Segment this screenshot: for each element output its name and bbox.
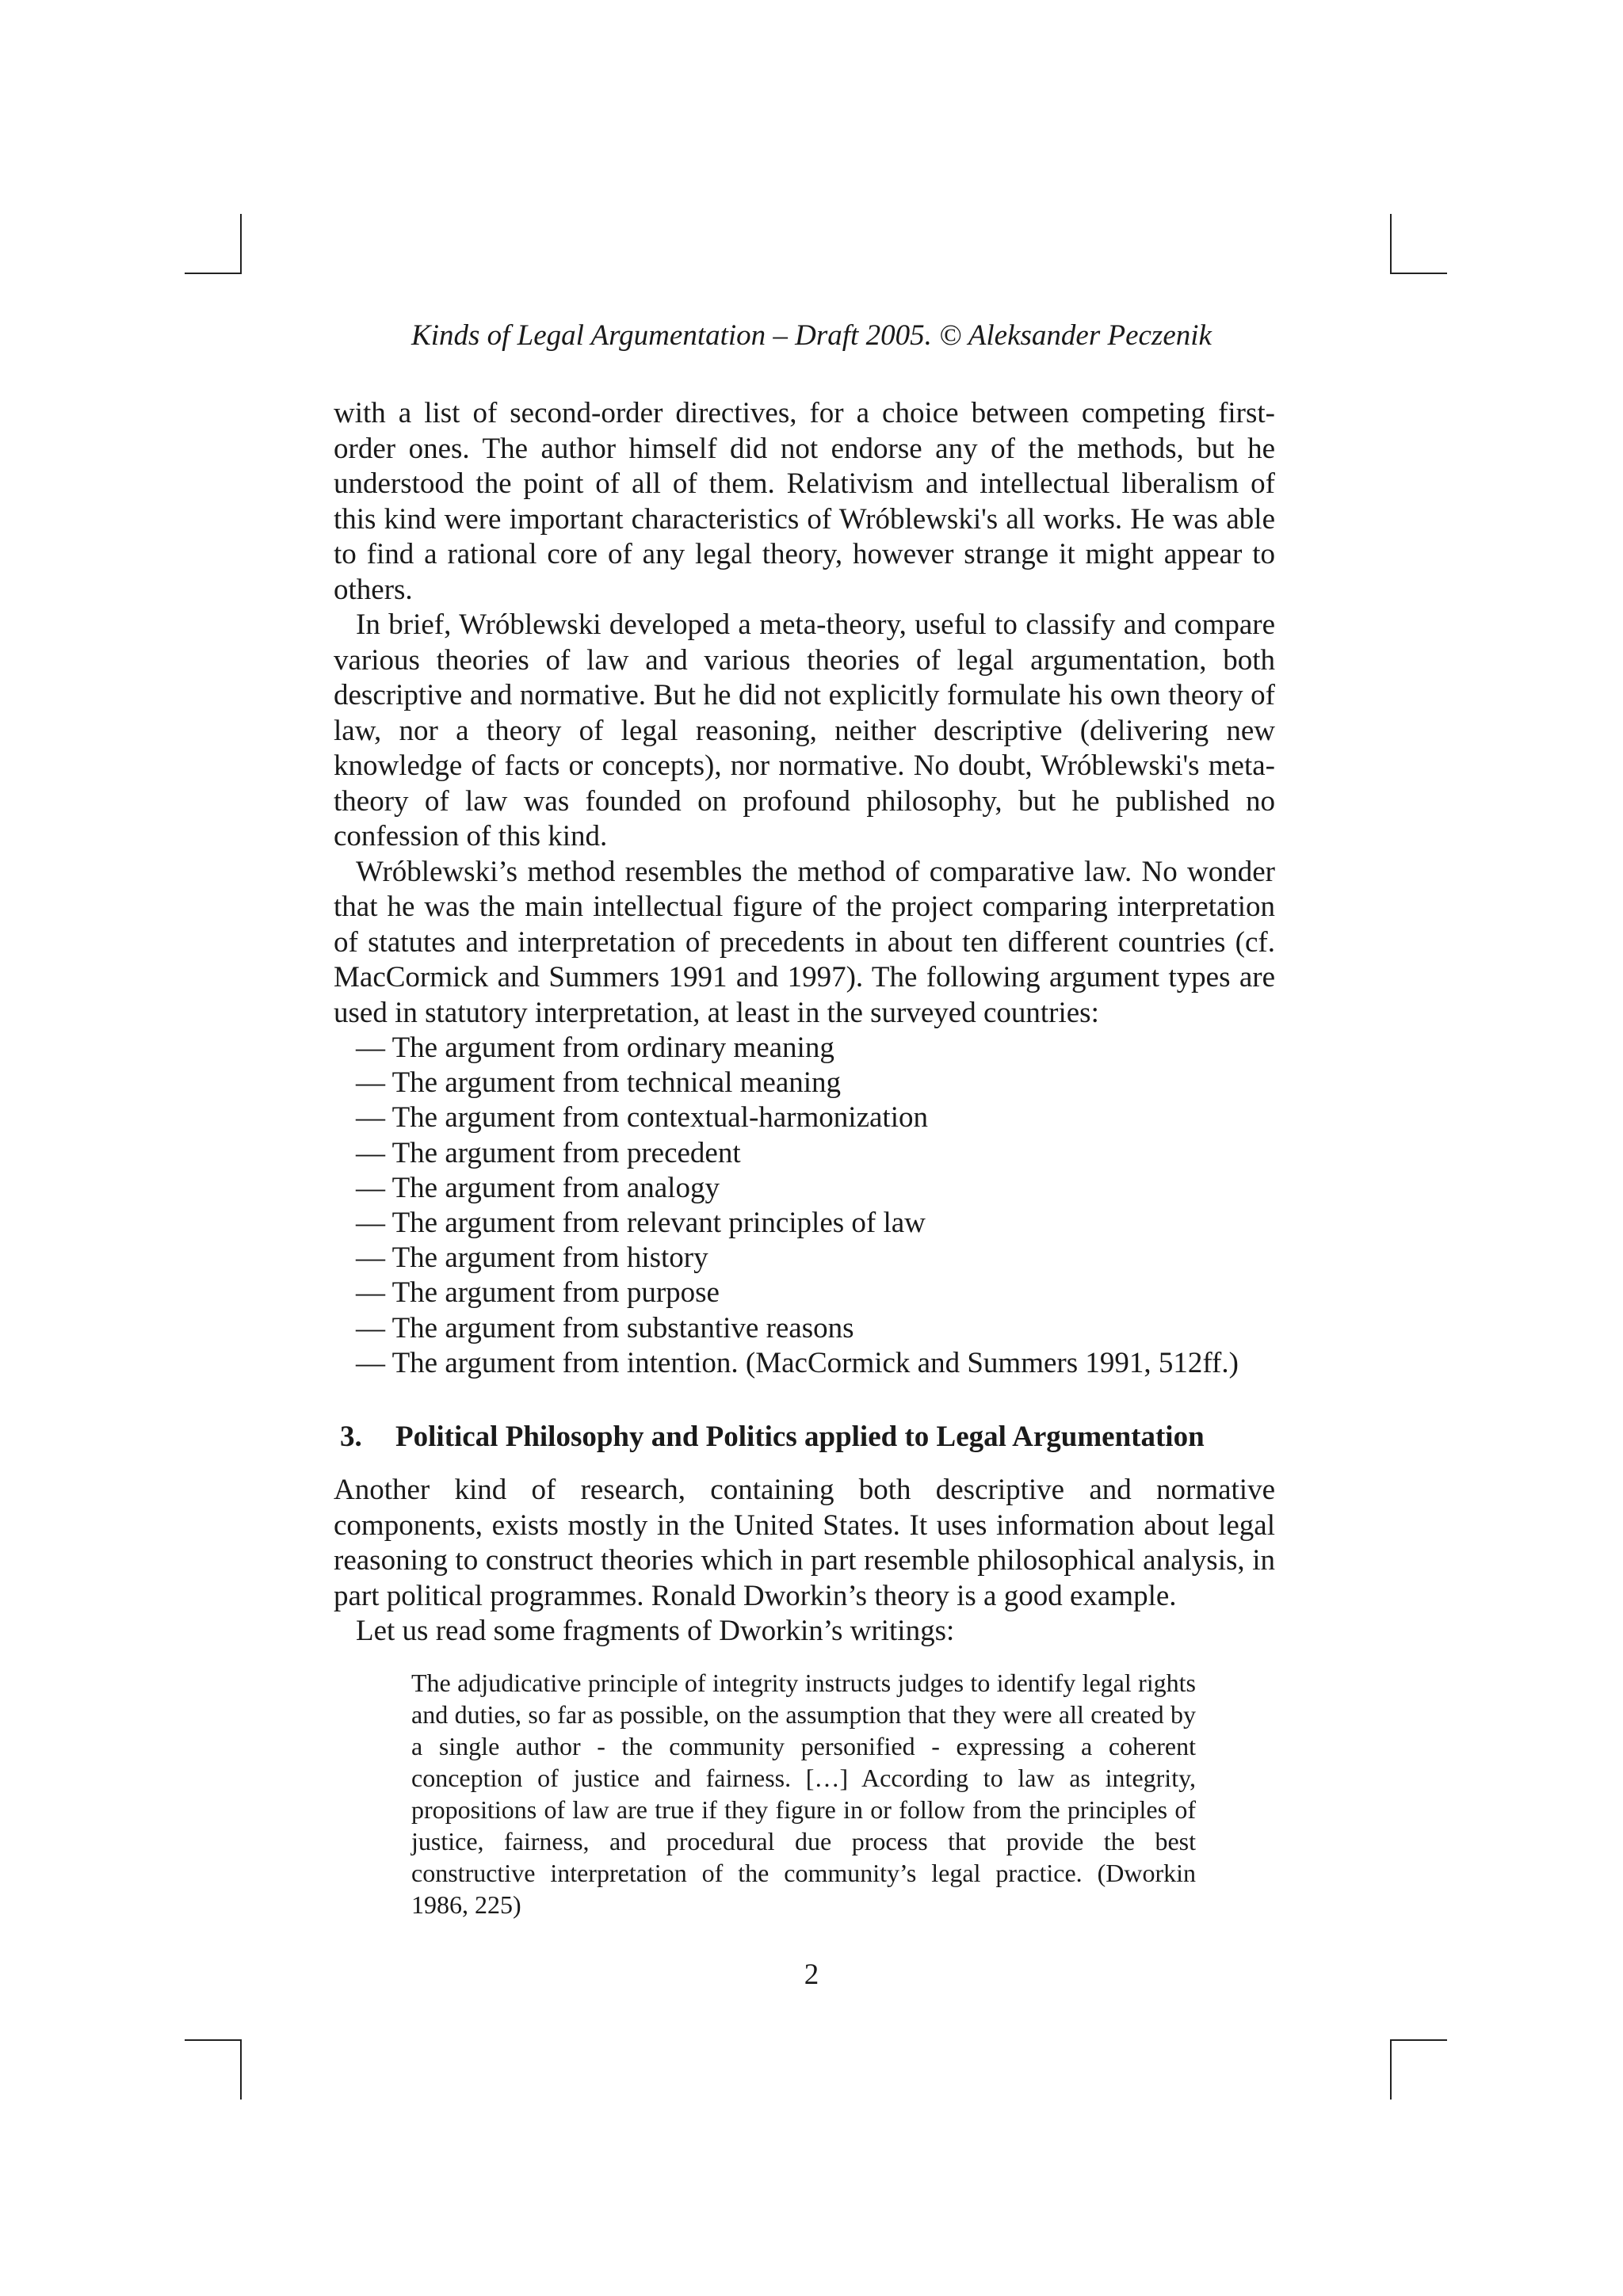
- crop-mark-bottom-left-horizontal: [185, 2039, 242, 2041]
- paragraph-2: In brief, Wróblewski developed a meta-theory, useful to classify and compare various theories of law and various theories of legal argumentation, both descriptive and normative. But he did not explicitly formulate his own theory of law, nor a theory of legal reasoning, neither descriptive (delivering new knowledge of facts or concepts), nor normative. No doubt, Wróblewski's meta-theory of law was founded on profound philosophy, but he published no confession of this kind.: [334, 608, 1275, 852]
- list-item: — The argument from ordinary meaning: [356, 1032, 834, 1064]
- list-item: — The argument from analogy: [356, 1171, 720, 1204]
- crop-mark-bottom-left-vertical: [240, 2039, 242, 2100]
- paragraph-1: with a list of second-order directives, for a choice between competing first-order ones. The author himself did not endorse any of the methods, but he understood the point of all of them. Relativism and intellectual liberalism of this kind were important characteristics of Wróblewski's all works. He was able to find a rational core of any legal theory, however strange it might appear to others.: [334, 397, 1275, 606]
- section-number: 3.: [340, 1421, 362, 1454]
- crop-mark-top-left-horizontal: [185, 273, 242, 274]
- section-paragraph-1: Another kind of research, containing both descriptive and normative components, exists mostly in the United States. It uses information about legal reasoning to construct theories which in part resemble philosophical analysis, in part political programmes. Ronald Dworkin’s theory is a good example.: [334, 1474, 1275, 1612]
- list-item: — The argument from contextual-harmonization: [356, 1101, 928, 1135]
- crop-mark-top-right-horizontal: [1390, 273, 1447, 274]
- paragraph-3: Wróblewski’s method resembles the method of comparative law. No wonder that he was the main intellectual figure of the project comparing interpretation of statutes and interpretation of precedents in about ten different countries (cf. MacCormick and Summers 1991 and 1997). The following argument types are used in statutory interpretation, at least in the surveyed countries:: [334, 855, 1275, 1029]
- list-item: — The argument from precedent: [356, 1136, 741, 1169]
- list-item: — The argument from intention. (MacCormick and Summers 1991, 512ff.): [356, 1346, 1239, 1379]
- list-item: — The argument from purpose: [356, 1276, 720, 1310]
- section-title: Political Philosophy and Politics applied to Legal Argumentation: [395, 1421, 1205, 1454]
- block-quote: The adjudicative principle of integrity instructs judges to identify legal rights and duties, so far as possible, on the assumption that they were all created by a single author - the community personified - expressing a coherent conception of justice and fairness. […] According to law as integrity, propositions of law are true if they figure in or follow from the principles of justice, fairness, and procedural due process that provide the best constructive interpretation of the community’s legal practice. (Dworkin 1986, 225): [411, 1668, 1196, 1919]
- page-number: 2: [804, 1958, 819, 1991]
- section-heading: [334, 1417, 1275, 1457]
- page-body: [334, 396, 1275, 1920]
- crop-mark-top-left-vertical: [240, 214, 242, 274]
- list-item: — The argument from technical meaning: [356, 1066, 842, 1100]
- list-item: — The argument from history: [356, 1241, 708, 1275]
- section-paragraph-2: Let us read some fragments of Dworkin’s writings:: [356, 1615, 955, 1648]
- list-item: — The argument from substantive reasons: [356, 1311, 854, 1344]
- crop-mark-bottom-right-vertical: [1390, 2039, 1392, 2100]
- running-header: Kinds of Legal Argumentation – Draft 2005. © Aleksander Peczenik: [411, 319, 1212, 352]
- argument-list: [334, 1031, 1275, 1381]
- crop-mark-top-right-vertical: [1390, 214, 1392, 274]
- crop-mark-bottom-right-horizontal: [1390, 2039, 1447, 2041]
- list-item: — The argument from relevant principles of law: [356, 1207, 926, 1240]
